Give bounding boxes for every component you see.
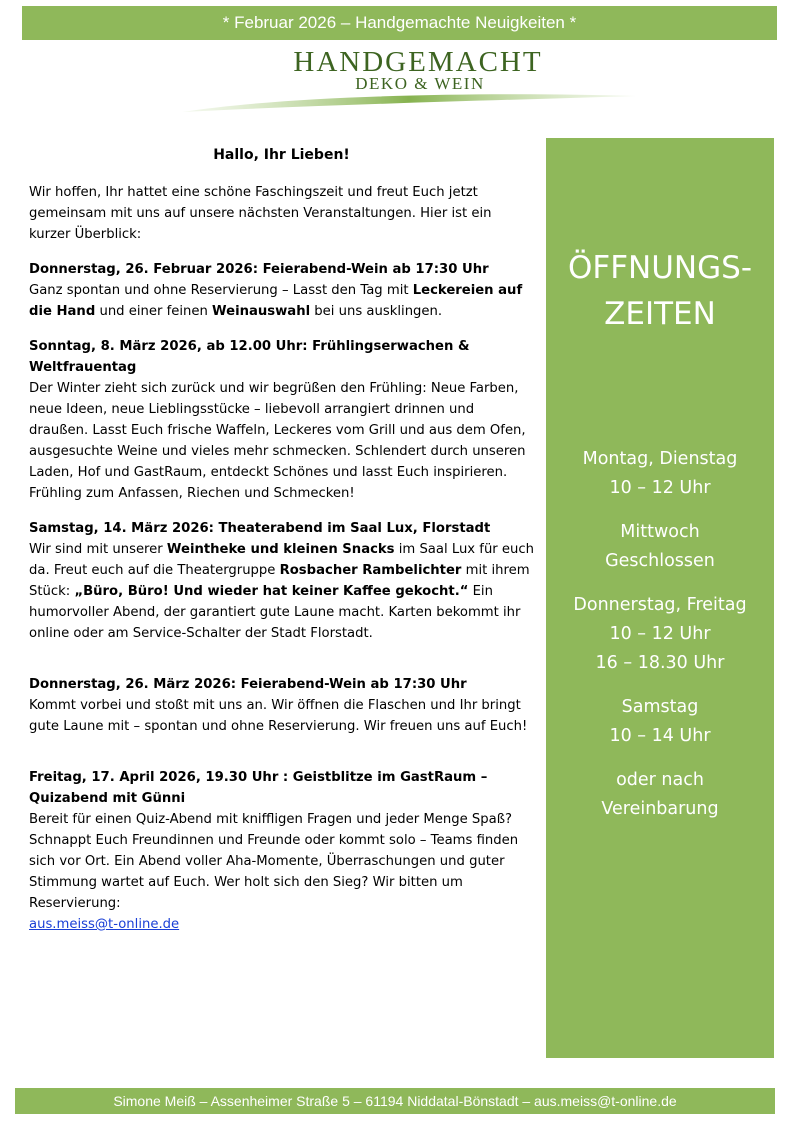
hours-monday-tuesday: Montag, Dienstag 10 – 12 Uhr — [582, 449, 738, 498]
footer-contact: Simone Meiß – Assenheimer Straße 5 – 61194 Niddatal-Bönstadt – aus.meiss@t-online.de — [15, 1088, 775, 1114]
brand-logo — [180, 44, 640, 116]
header-banner: * Februar 2026 – Handgemachte Neuigkeiten * — [22, 6, 777, 40]
event-title: Donnerstag, 26. Februar 2026: Feierabend-Wein ab 17:30 Uhr — [29, 262, 489, 277]
event-description: Der Winter zieht sich zurück und wir begrüßen den Frühling: Neue Farben, neue Ideen, neue Lieblingsstücke – liebevoll arrangiert drinnen und draußen. Lasst Euch frische Waffeln, Leckeres vom Grill und aus dem Ofen, ausgesuchte Weine und vieles mehr schmecken. Schlendert durch unseren Laden, Hof und GastRaum, entdeckt Schönes und lasst Euch inspirieren. Frühling zum Anfassen, Riechen und Schmecken! — [29, 381, 526, 501]
event-title: Donnerstag, 26. März 2026: Feierabend-Wein ab 17:30 Uhr — [29, 677, 467, 692]
event-description: Kommt vorbei und stoßt mit uns an. Wir öffnen die Flaschen und Ihr bringt gute Laune mit – spontan und ohne Reservierung. Wir freuen uns auf Euch! — [29, 698, 528, 734]
opening-hours-list — [546, 445, 774, 824]
logo-title: HANDGEMACHT — [293, 46, 543, 78]
hours-by-appointment: oder nach Vereinbarung — [601, 770, 719, 819]
event-title: Freitag, 17. April 2026, 19.30 Uhr : Geistblitze im GastRaum – Quizabend mit Günni — [29, 770, 488, 806]
event-description: Bereit für einen Quiz-Abend mit kniffligen Fragen und jeder Menge Spaß? Schnappt Euch Freundinnen und Freunde oder kommt solo – Teams finden sich vor Ort. Ein Abend voller Aha-Momente, Überraschungen und guter Stimmung wartet auf Euch. Wer holt sich den Sieg? Wir bitten um Reservierung: — [29, 812, 519, 911]
opening-hours-title: ÖFFNUNGS- ZEITEN — [567, 250, 753, 332]
hours-wednesday: Mittwoch Geschlossen — [605, 522, 715, 571]
event-title: Samstag, 14. März 2026: Theaterabend im Saal Lux, Florstadt — [29, 521, 491, 536]
logo-subtitle: DEKO & WEIN — [355, 74, 485, 93]
event-title: Sonntag, 8. März 2026, ab 12.00 Uhr: Frühlingserwachen & Weltfrauentag — [29, 339, 470, 375]
opening-hours-panel — [546, 138, 774, 1058]
greeting: Hallo, Ihr Lieben! — [213, 147, 350, 163]
event-description: Wir sind mit unserer Weintheke und kleinen Snacks im Saal Lux für euch da. Freut euch auf die Theatergruppe Rosbacher Rambelichter mit ihrem Stück: „Büro, Büro! Und wieder hat keiner Kaffee gekocht.“ Ein humorvoller Abend, der garantiert gute Laune macht. Karten bekommt ihr online oder am Service-Schalter der Stadt Florstadt. — [29, 542, 534, 641]
newsletter-body — [29, 145, 534, 949]
event-quizabend — [29, 767, 534, 935]
logo-swoosh-icon — [180, 90, 640, 116]
event-feierabend-maerz — [29, 674, 534, 737]
event-fruehlingserwachen — [29, 336, 534, 504]
email-link[interactable]: aus.meiss@t-online.de — [29, 917, 180, 932]
event-feierabend-februar — [29, 259, 534, 322]
event-theaterabend — [29, 518, 534, 644]
intro-text: Wir hoffen, Ihr hattet eine schöne Faschingszeit und freut Euch jetzt gemeinsam mit uns auf unsere nächsten Veranstaltungen. Hier ist ein kurzer Überblick: — [29, 185, 492, 242]
hours-thursday-friday: Donnerstag, Freitag 10 – 12 Uhr 16 – 18.30 Uhr — [573, 595, 747, 673]
hours-saturday: Samstag 10 – 14 Uhr — [609, 697, 711, 746]
event-description: Ganz spontan und ohne Reservierung – Lasst den Tag mit Leckereien auf die Hand und einer feinen Weinauswahl bei uns ausklingen. — [29, 283, 523, 319]
